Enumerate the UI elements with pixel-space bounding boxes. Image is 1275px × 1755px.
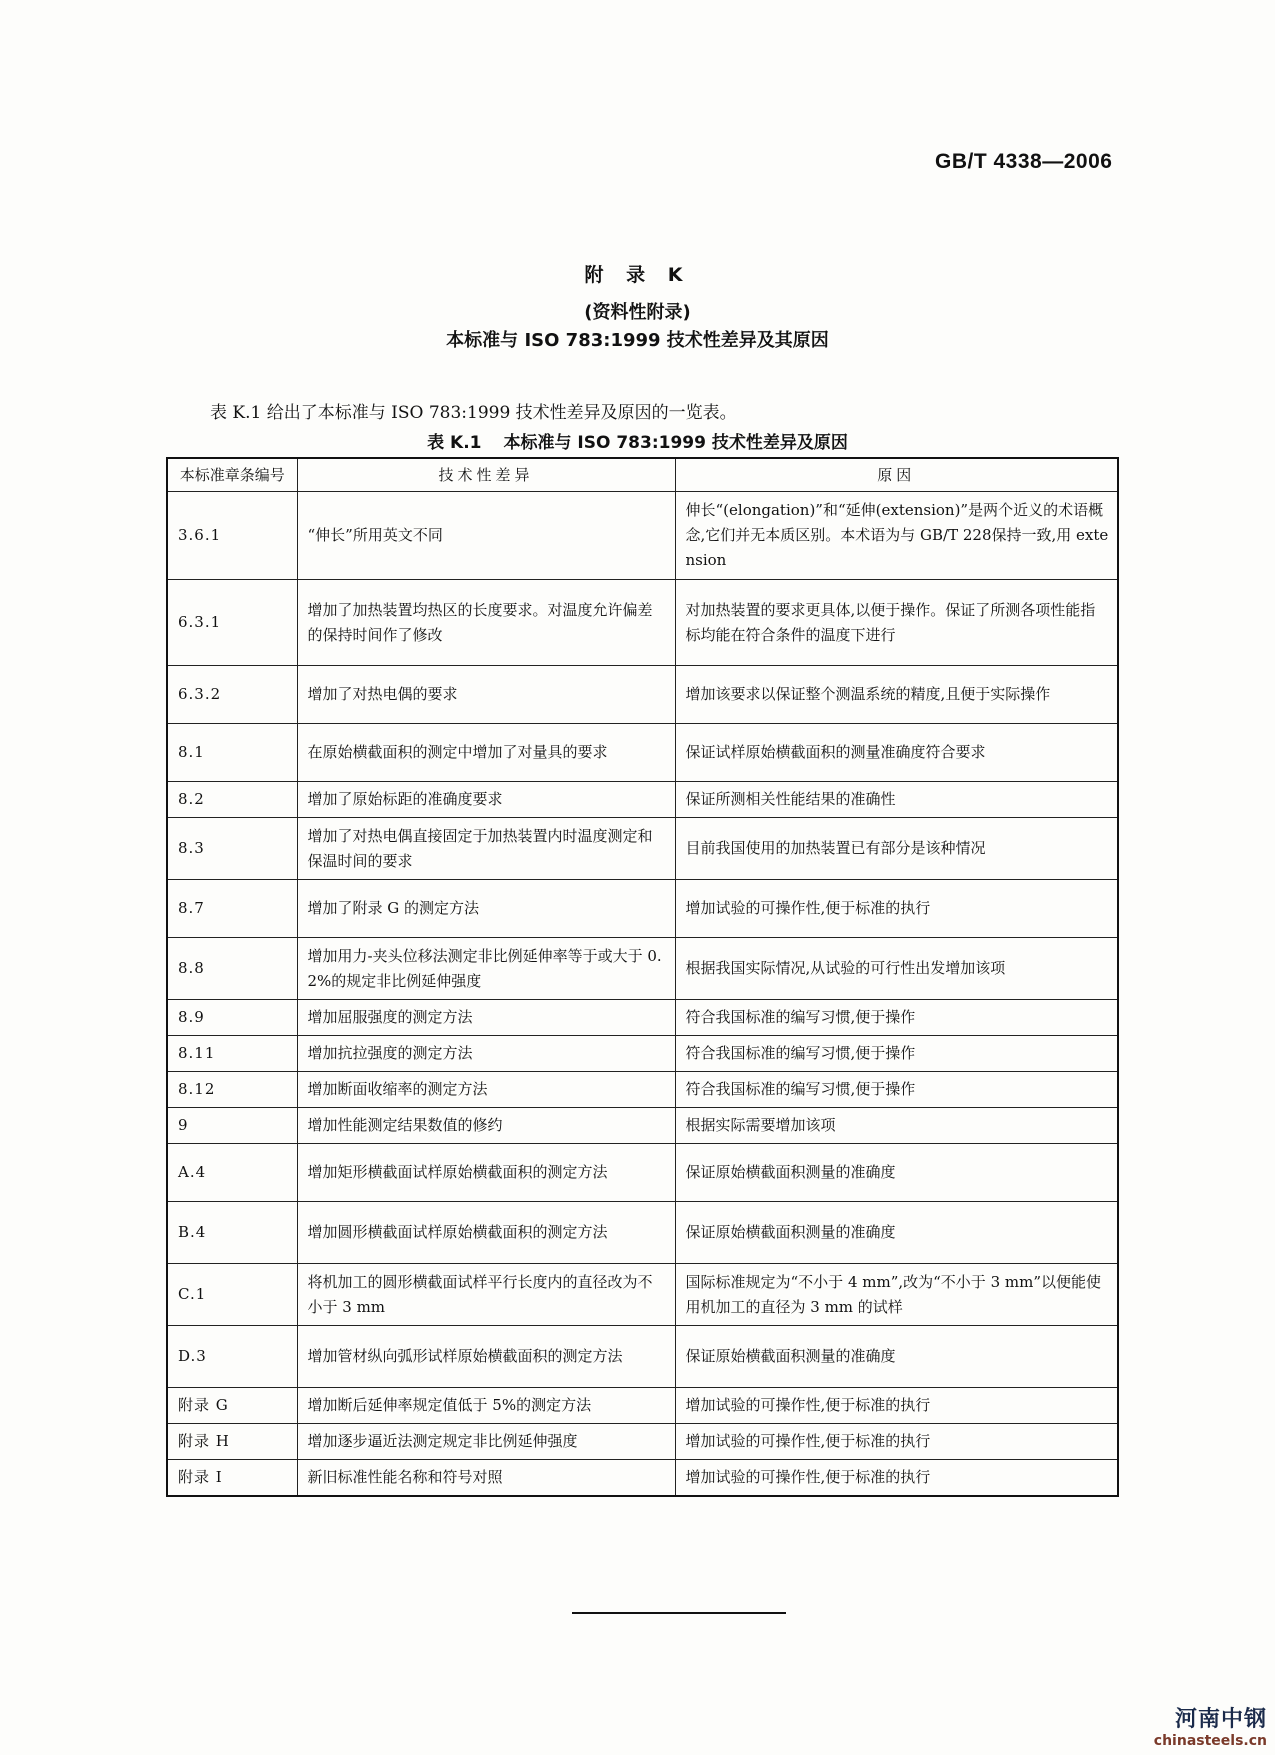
row-reason: 符合我国标准的编写习惯,便于操作 bbox=[675, 1072, 1118, 1108]
row-difference: 增加圆形横截面试样原始横截面积的测定方法 bbox=[297, 1202, 675, 1264]
row-clause: 6.3.1 bbox=[167, 580, 297, 666]
table-row bbox=[167, 1144, 1118, 1202]
row-reason: 根据我国实际情况,从试验的可行性出发增加该项 bbox=[675, 938, 1118, 1000]
header-difference: 技术性差异 bbox=[297, 458, 675, 492]
row-difference: 增加抗拉强度的测定方法 bbox=[297, 1036, 675, 1072]
table-row bbox=[167, 1460, 1118, 1496]
row-clause: 8.8 bbox=[167, 938, 297, 1000]
row-reason: 保证原始横截面积测量的准确度 bbox=[675, 1144, 1118, 1202]
row-difference: 增加了对热电偶直接固定于加热装置内时温度测定和保温时间的要求 bbox=[297, 818, 675, 880]
row-clause: 8.11 bbox=[167, 1036, 297, 1072]
table-row bbox=[167, 938, 1118, 1000]
table-row bbox=[167, 880, 1118, 938]
table-row bbox=[167, 666, 1118, 724]
table-row bbox=[167, 1326, 1118, 1388]
row-clause: 附录 G bbox=[167, 1388, 297, 1424]
row-difference: 增加了加热装置均热区的长度要求。对温度允许偏差的保持时间作了修改 bbox=[297, 580, 675, 666]
watermark bbox=[1154, 1702, 1267, 1749]
row-reason: 增加试验的可操作性,便于标准的执行 bbox=[675, 1388, 1118, 1424]
row-difference: 将机加工的圆形横截面试样平行长度内的直径改为不小于 3 mm bbox=[297, 1264, 675, 1326]
table-row bbox=[167, 818, 1118, 880]
row-clause: 8.7 bbox=[167, 880, 297, 938]
table-row bbox=[167, 1108, 1118, 1144]
row-reason: 保证所测相关性能结果的准确性 bbox=[675, 782, 1118, 818]
row-reason: 保证原始横截面积测量的准确度 bbox=[675, 1202, 1118, 1264]
appendix-title: 附 录 K bbox=[584, 264, 691, 286]
table-caption-title: 本标准与 ISO 783:1999 技术性差异及原因 bbox=[503, 433, 848, 453]
table-row bbox=[167, 1000, 1118, 1036]
standard-code: GB/T 4338—2006 bbox=[935, 150, 1113, 173]
row-difference: 增加屈服强度的测定方法 bbox=[297, 1000, 675, 1036]
row-difference: 增加断后延伸率规定值低于 5%的测定方法 bbox=[297, 1388, 675, 1424]
header-reason: 原因 bbox=[675, 458, 1118, 492]
table-row bbox=[167, 1072, 1118, 1108]
row-difference: 增加了对热电偶的要求 bbox=[297, 666, 675, 724]
table-caption-label: 表 K.1 bbox=[427, 433, 482, 453]
table-row bbox=[167, 1388, 1118, 1424]
table-row bbox=[167, 782, 1118, 818]
row-clause: 8.9 bbox=[167, 1000, 297, 1036]
row-difference: 增加断面收缩率的测定方法 bbox=[297, 1072, 675, 1108]
row-clause: 8.1 bbox=[167, 724, 297, 782]
table-row bbox=[167, 1264, 1118, 1326]
appendix-type: (资料性附录) bbox=[584, 302, 691, 323]
row-reason: 符合我国标准的编写习惯,便于操作 bbox=[675, 1036, 1118, 1072]
row-difference: “伸长”所用英文不同 bbox=[297, 492, 675, 580]
watermark-cn: 河南中钢 bbox=[1174, 1707, 1267, 1732]
row-clause: 9 bbox=[167, 1108, 297, 1144]
table-row bbox=[167, 492, 1118, 580]
row-difference: 增加管材纵向弧形试样原始横截面积的测定方法 bbox=[297, 1326, 675, 1388]
differences-table bbox=[166, 457, 1119, 1497]
row-reason: 增加试验的可操作性,便于标准的执行 bbox=[675, 880, 1118, 938]
row-clause: A.4 bbox=[167, 1144, 297, 1202]
row-difference: 新旧标准性能名称和符号对照 bbox=[297, 1460, 675, 1496]
row-reason: 符合我国标准的编写习惯,便于操作 bbox=[675, 1000, 1118, 1036]
row-clause: C.1 bbox=[167, 1264, 297, 1326]
row-clause: 6.3.2 bbox=[167, 666, 297, 724]
table-caption bbox=[0, 428, 1275, 453]
intro-paragraph: 表 K.1 给出了本标准与 ISO 783:1999 技术性差异及原因的一览表。 bbox=[210, 403, 737, 423]
header-clause: 本标准章条编号 bbox=[167, 458, 297, 492]
row-reason: 根据实际需要增加该项 bbox=[675, 1108, 1118, 1144]
row-reason: 增加该要求以保证整个测温系统的精度,且便于实际操作 bbox=[675, 666, 1118, 724]
row-clause: 8.12 bbox=[167, 1072, 297, 1108]
table-body bbox=[167, 492, 1118, 1496]
row-clause: D.3 bbox=[167, 1326, 297, 1388]
row-reason: 保证原始横截面积测量的准确度 bbox=[675, 1326, 1118, 1388]
row-difference: 增加性能测定结果数值的修约 bbox=[297, 1108, 675, 1144]
table-row bbox=[167, 724, 1118, 782]
row-reason: 增加试验的可操作性,便于标准的执行 bbox=[675, 1424, 1118, 1460]
watermark-en: chinasteels.cn bbox=[1153, 1733, 1267, 1749]
row-difference: 增加矩形横截面试样原始横截面积的测定方法 bbox=[297, 1144, 675, 1202]
table-row bbox=[167, 580, 1118, 666]
row-reason: 伸长“(elongation)”和“延伸(extension)”是两个近义的术语概念,它们并无本质区别。本术语为与 GB/T 228保持一致,用 extension bbox=[675, 492, 1118, 580]
row-clause: 8.2 bbox=[167, 782, 297, 818]
table-header-row bbox=[167, 458, 1118, 492]
row-reason: 目前我国使用的加热装置已有部分是该种情况 bbox=[675, 818, 1118, 880]
row-reason: 保证试样原始横截面积的测量准确度符合要求 bbox=[675, 724, 1118, 782]
row-difference: 在原始横截面积的测定中增加了对量具的要求 bbox=[297, 724, 675, 782]
table-row bbox=[167, 1202, 1118, 1264]
row-clause: 8.3 bbox=[167, 818, 297, 880]
row-clause: 附录 H bbox=[167, 1424, 297, 1460]
end-rule bbox=[572, 1612, 786, 1614]
row-reason: 增加试验的可操作性,便于标准的执行 bbox=[675, 1460, 1118, 1496]
row-clause: B.4 bbox=[167, 1202, 297, 1264]
table-row bbox=[167, 1424, 1118, 1460]
row-difference: 增加了附录 G 的测定方法 bbox=[297, 880, 675, 938]
row-difference: 增加用力-夹头位移法测定非比例延伸率等于或大于 0.2%的规定非比例延伸强度 bbox=[297, 938, 675, 1000]
row-clause: 附录 I bbox=[167, 1460, 297, 1496]
row-clause: 3.6.1 bbox=[167, 492, 297, 580]
row-reason: 国际标准规定为“不小于 4 mm”,改为“不小于 3 mm”以便能使用机加工的直径为 3 mm 的试样 bbox=[675, 1264, 1118, 1326]
table-row bbox=[167, 1036, 1118, 1072]
appendix-subject: 本标准与 ISO 783:1999 技术性差异及其原因 bbox=[446, 330, 829, 351]
row-difference: 增加了原始标距的准确度要求 bbox=[297, 782, 675, 818]
row-difference: 增加逐步逼近法测定规定非比例延伸强度 bbox=[297, 1424, 675, 1460]
row-reason: 对加热装置的要求更具体,以便于操作。保证了所测各项性能指标均能在符合条件的温度下进行 bbox=[675, 580, 1118, 666]
